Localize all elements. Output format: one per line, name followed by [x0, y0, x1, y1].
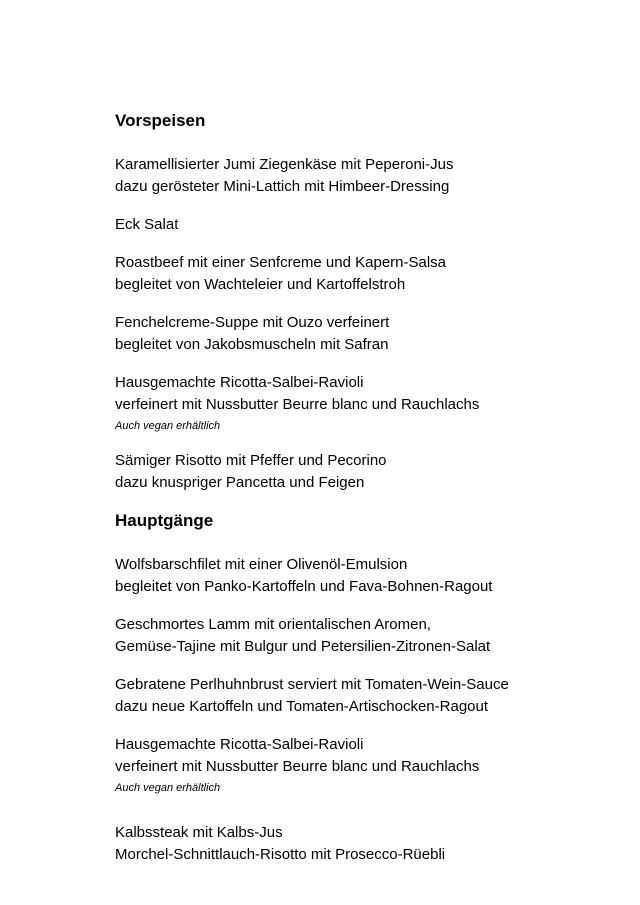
menu-item — [115, 822, 585, 866]
menu-item-line: Wolfsbarschfilet mit einer Olivenöl-Emulsion — [115, 556, 408, 573]
menu-item-line: Eck Salat — [115, 216, 179, 233]
section-title: Vorspeisen — [115, 111, 206, 130]
menu-item-line: Geschmortes Lamm mit orientalischen Aromen, — [115, 616, 431, 633]
menu-item — [115, 372, 585, 434]
menu-item-line: begleitet von Panko-Kartoffeln und Fava-Bohnen-Ragout — [115, 578, 493, 595]
section-title: Hauptgänge — [115, 511, 214, 530]
menu-item-line: Hausgemachte Ricotta-Salbei-Ravioli — [115, 374, 364, 391]
menu-item — [115, 734, 585, 796]
menu-item-line: Hausgemachte Ricotta-Salbei-Ravioli — [115, 736, 364, 753]
menu-item-line: Morchel-Schnittlauch-Risotto mit Prosecco-Rüebli — [115, 846, 446, 863]
menu-item-line: Roastbeef mit einer Senfcreme und Kapern-Salsa — [115, 254, 447, 271]
menu-item — [115, 154, 585, 198]
menu-item-line: begleitet von Jakobsmuscheln mit Safran — [115, 336, 389, 353]
menu-item — [115, 252, 585, 296]
vegan-note: Auch vegan erhältlich — [115, 420, 221, 432]
menu-item-line: Fenchelcreme-Suppe mit Ouzo verfeinert — [115, 314, 390, 331]
menu-item — [115, 312, 585, 356]
menu-item — [115, 214, 585, 236]
menu-item-line: Kalbssteak mit Kalbs-Jus — [115, 824, 283, 841]
menu-item-line: dazu neue Kartoffeln und Tomaten-Artischocken-Ragout — [115, 698, 489, 715]
section-vorspeisen — [115, 110, 585, 494]
menu-item-line: begleitet von Wachteleier und Kartoffelstroh — [115, 276, 406, 293]
menu-item — [115, 554, 585, 598]
menu-item-line: dazu gerösteter Mini-Lattich mit Himbeer-Dressing — [115, 178, 450, 195]
menu-item-line: Gebratene Perlhuhnbrust serviert mit Tomaten-Wein-Sauce — [115, 676, 509, 693]
menu-item-line: dazu knuspriger Pancetta und Feigen — [115, 474, 365, 491]
menu-item — [115, 450, 585, 494]
menu-item — [115, 674, 585, 718]
menu-item-line: Sämiger Risotto mit Pfeffer und Pecorino — [115, 452, 387, 469]
menu-item-line: Karamellisierter Jumi Ziegenkäse mit Peperoni-Jus — [115, 156, 454, 173]
section-hauptgaenge — [115, 510, 585, 866]
menu-item-line: Gemüse-Tajine mit Bulgur und Petersilien-Zitronen-Salat — [115, 638, 491, 655]
menu-item-line: verfeinert mit Nussbutter Beurre blanc und Rauchlachs — [115, 396, 480, 413]
menu-item-line: verfeinert mit Nussbutter Beurre blanc und Rauchlachs — [115, 758, 480, 775]
vegan-note: Auch vegan erhältlich — [115, 782, 221, 794]
menu-item — [115, 614, 585, 658]
